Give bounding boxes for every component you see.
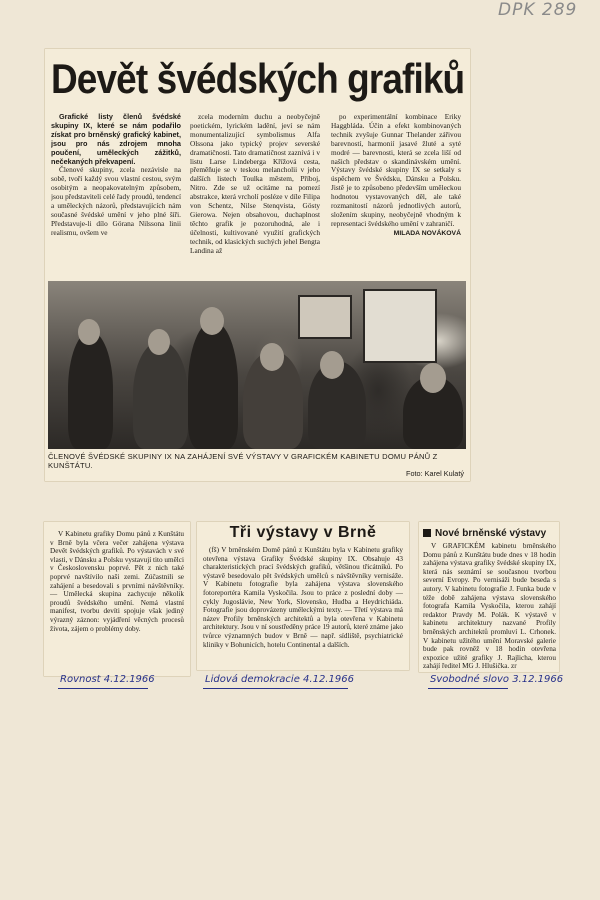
photo-caption: ČLENOVÉ ŠVÉDSKÉ SKUPINY IX NA ZAHÁJENÍ SVÉ VÝSTAVY V GRAFICKÉM KABINETU DOMU PÁNŮ Z KUNŠTÁTU.	[48, 452, 438, 470]
rovnost-clipping	[44, 522, 190, 676]
column-text: po experimentální kombinace Eriky Haggbláda. Účin a efekt kombinovaných technik zvyšuje Gunnar Thelander zářivou barevností, harmonií jasavé žluté a syté modré — barevnosti, která se zcela liší od našich představ o skandinávském umění. Výstavy švédské skupiny IX se setkaly s úspěchem ve Švédsku, Dánsku a Polsku. Jistě je to způsobeno především uměleckou hodnotou vystavovaných děl, ale také rozmanitostí názorů jednotlivých autorů, složením skupiny, neobyčejně vhodným k representaci švédského umění v zahraničí.	[331, 113, 461, 228]
byline: MILADA NOVÁKOVÁ	[393, 229, 461, 237]
framed-print	[363, 289, 437, 363]
article-body: V GRAFICKÉM kabinetu brněnského Domu pánů z Kunštátu bude dnes v 18 hodin zahájena výstava grafiky švédské skupiny IX, která nás seznámí se současnou tvorbou severní Evropy. Po vernisáži bude beseda s autory. V kabinetu fotografie J. Funka bude v téže době zahájena výstava slovenského fotografa Kamila Vyskočila, kterou zahájí redaktor Pravdy M. Polák. K výstavě v kabinetu architektury nazvané Profily brněnských architektů promluví L. Crhonek. V kabinetu užitého umění Moravské galerie bude pak rovněž v 18 hodin otevřena expozice užité grafiky J. Rajlicha, kterou zahájí ředitel MG J. Hlušička. zr	[423, 542, 556, 671]
person-face	[420, 363, 446, 393]
archive-mark: DPK 289	[498, 0, 578, 20]
square-bullet-icon	[423, 529, 431, 537]
handwritten-source-note: Svobodné slovo 3.12.1966	[430, 674, 564, 685]
headline: Devět švédských grafiků	[51, 55, 465, 102]
person-figure	[133, 341, 188, 449]
handwritten-underline	[203, 688, 348, 689]
group-photo	[48, 281, 466, 449]
article-title: Tři výstavy v Brně	[229, 524, 377, 541]
person-face	[200, 307, 224, 335]
person-face	[320, 351, 344, 379]
photo-credit: Foto: Karel Kulatý	[406, 469, 464, 478]
main-article-clipping	[45, 49, 470, 481]
person-face	[148, 329, 170, 355]
person-face	[260, 343, 284, 371]
person-face	[78, 319, 100, 345]
person-figure	[188, 321, 238, 449]
article-body: (fš) V brněnském Domě pánů z Kunštátu byla v Kabinetu grafiky otevřena výstava Grafiky Švédské skupiny IX. Obsahuje 43 charakteristických prací švédských grafiků, většinou třicátníků. Po výstavě besedovalo pět švédských umělců s návštěvníky vernisáže. V Kabinetu fotografie byla zahájena výstava slovenského fotoreportéra Kamila Vyskočila. Jsou to práce z poslední doby — cykly Jugoslávie, New York, Slovensko, Hudba a Heydrichiáda. Fotografie jsou doprovázeny uměleckými texty. — Třetí výstava má název Profily brněnských architektů a byla otevřena v Kabinetu architektury. Jsou v ní soustředěny práce 19 autorů, které známe jako tvůrce významných budov v Brně — např. sídliště, psychiatrické kliniky v Bohunicích, hotelu Continental a dalších.	[203, 546, 403, 649]
article-title-text: Nové brněnské výstavy	[435, 528, 547, 539]
article-body: V Kabinetu grafiky Domu pánů z Kunštátu v Brně byla včera večer zahájena výstava Devět švédských grafiků. Po výstavách v své vlasti, v Dánsku a Polsku vystavují tito umělci v Československu poprvé. Pět z nich také poprvé navštívilo naši zemi. Zúčastnili se zahájení a besedovali s prvními návštěvníky. — Umělecká skupina zachycuje několik proudů švédského umění. Nemá vlastní manifest, tvorbu devíti spojuje však jediný výrazný záznon: vyjádření věcných procesů života, zájem o problémy doby.	[50, 530, 184, 633]
column-text: zcela moderním duchu a neobyčejně poetickém, lyrickém ladění, jeví se nám monumentalizující symbolismus Alfa Olssona jako typický projev severské dramatičnosti. Tato dramatičnost zaznívá i v listu Larse Lindeberga Křížová cesta, přeměňuje se v teskou melancholii v jeho dalších listech Toulka městem, Příboj, Nitro. Zde se už ocitáme na pomezí abstrakce, která vrcholí posléze v díle Filipa von Schentz, Nilse Stenqvista, Gösty Gierowa. Nejen obsahovou, duchaplnost těchto grafik je pozoruhodná, ale i účelnosti, kultivované využití grafických technik, od klasických suchých jehel Bengta Landina až	[190, 113, 320, 255]
lidova-demokracie-clipping	[197, 522, 409, 670]
handwritten-underline	[58, 688, 148, 689]
handwritten-source-note: Lidová demokracie 4.12.1966	[205, 674, 354, 685]
handwritten-underline	[428, 688, 508, 689]
handwritten-source-note: Rovnost 4.12.1966	[60, 674, 155, 685]
article-lead: Grafické listy členů švédské skupiny IX, které se nám podařilo získat pro brněnský grafický kabinet, jsou pro nás zdrojem mnoha poučení, uměleckých zážitků, nečekaných překvapení.	[51, 113, 181, 166]
column-text: Členové skupiny, zcela nezávisle na sobě, tvoří každý svou vlastní cestou, svým osobitým a neopakovatelným způsobem, jsou představiteli celé řady proudů, tendencí a uměleckých názorů, představujících nám současné švédské umění v jeho plné šíři. Představuje-li dílo Görana Nilssona linii realismu, ovšem ve	[51, 165, 181, 237]
person-figure	[68, 331, 113, 449]
svobodne-slovo-clipping	[419, 522, 559, 672]
framed-print	[298, 295, 352, 339]
article-title	[423, 528, 559, 539]
